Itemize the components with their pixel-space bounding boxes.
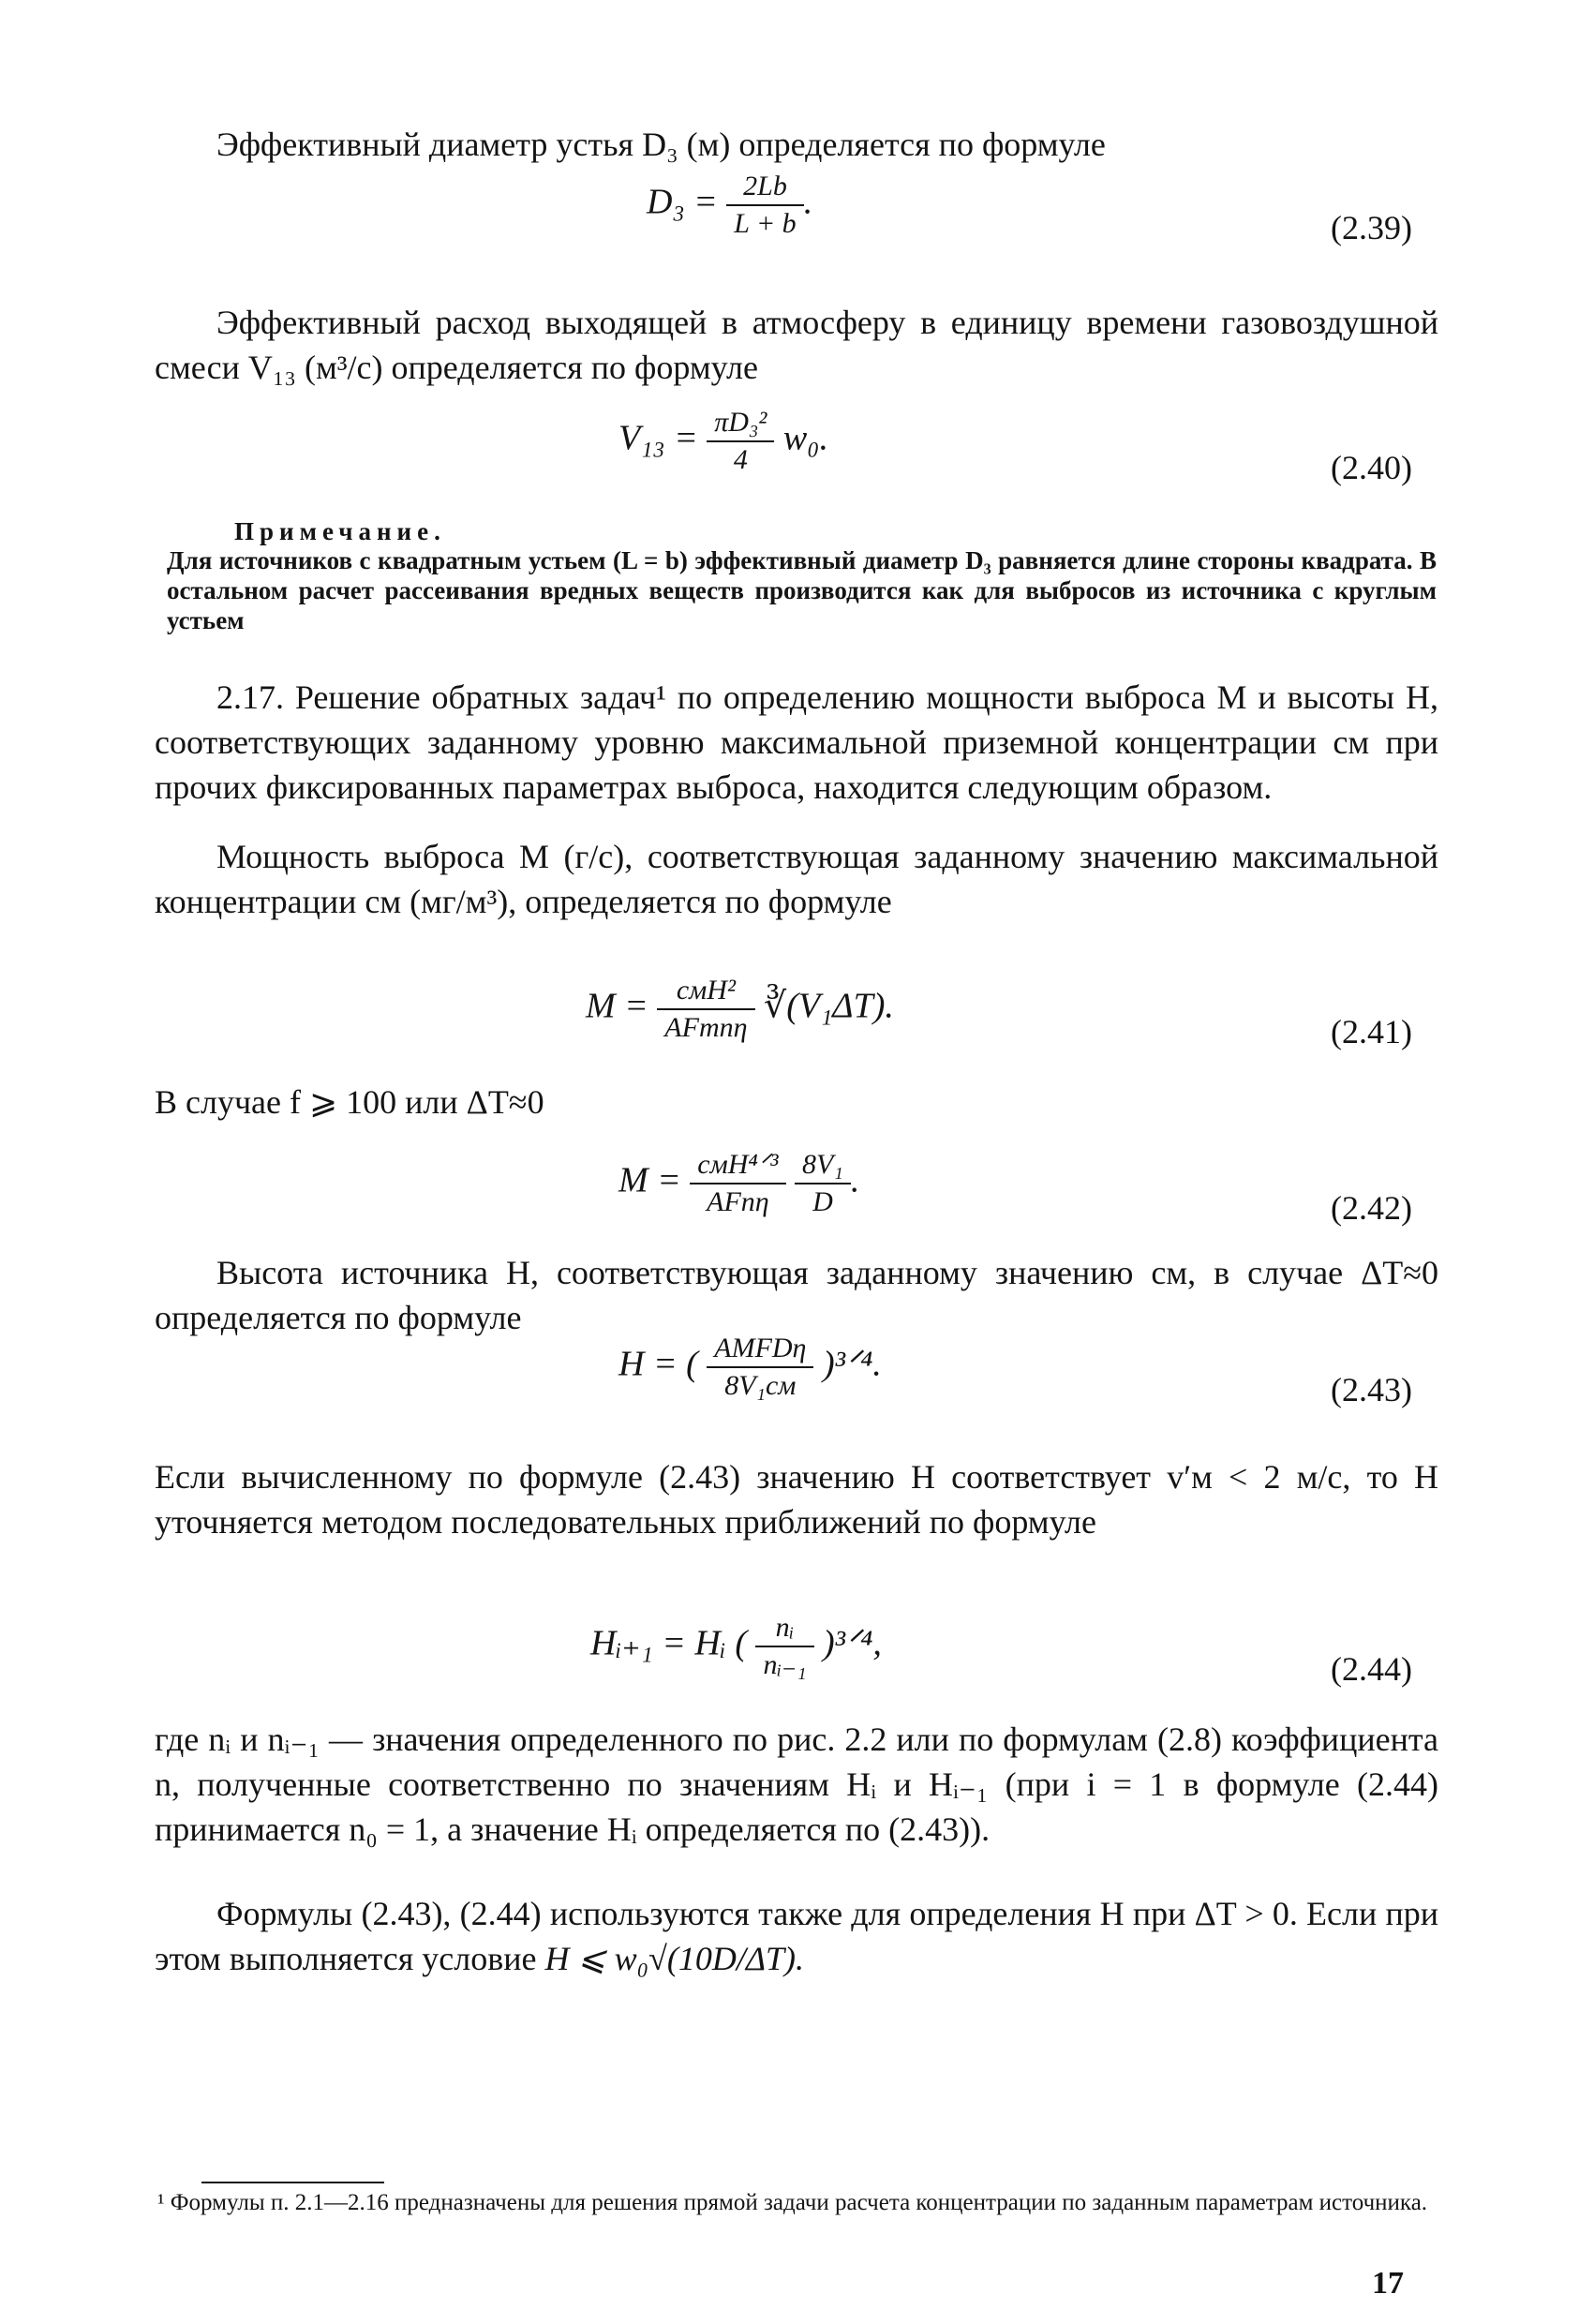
equation-number-2-40: (2.40): [1331, 449, 1412, 486]
paragraph-2-17: 2.17. Решение обратных задач¹ по определению мощности выброса M и высоты H, соответствующих заданному уровню максимальной приземной концентрации cм при прочих фиксированных параметрах выброса, находится следующим образом.: [155, 678, 1438, 806]
formula-2-44: Hᵢ₊₁ = Hᵢ ( $\frac{\text{nᵢ}}{\text{nᵢ₋₁}}$ )³ᐟ⁴,: [590, 1612, 882, 1680]
paragraph-source-height: Высота источника H, соответствующая заданному значению cм, в случае ΔT≈0 определяется по формуле: [155, 1254, 1438, 1336]
paragraph-emission-power: Мощность выброса M (г/с), соответствующая заданному значению максимальной концентрации cм (мг/м³), определяется по формуле: [155, 838, 1438, 920]
formula-2-41: M = $\frac{\text{cмH²}}{\text{AFmnη}}$ ∛(V₁ΔT).: [586, 975, 894, 1043]
page-number: 17: [1372, 2266, 1404, 2301]
note-heading: Примечание.: [234, 517, 446, 545]
paragraph-case-f: В случае f ⩾ 100 или ΔT≈0: [155, 1083, 544, 1121]
paragraph-effective-diameter: Эффективный диаметр устья D₃ (м) определяется по формуле: [216, 126, 1106, 163]
equation-number-2-41: (2.41): [1331, 1013, 1412, 1050]
paragraph-iteration: Если вычисленному по формуле (2.43) значению H соответствует v′м < 2 м/с, то H уточняется методом последовательных приближений по формуле: [155, 1458, 1438, 1541]
paragraph-effective-flow: Эффективный расход выходящей в атмосферу в единицу времени газовоздушной смеси V₁₃ (м³/с) определяется по формуле: [155, 304, 1438, 386]
formula-2-42: M = $\frac{\text{cмH⁴ᐟ³}}{\text{AFnη}}$ $\frac{\text{8V₁}}{D}$ .: [618, 1149, 860, 1217]
formula-2-43: H = ( $\frac{\text{AMFDη}}{\text{8V₁cм}}$ )³ᐟ⁴.: [618, 1333, 882, 1401]
footnote-divider: [201, 2182, 384, 2183]
paragraph-where: где nᵢ и nᵢ₋₁ — значения определенного по рис. 2.2 или по формулам (2.8) коэффициента n, полученные соответственно по значениям Hᵢ и Hᵢ₋₁ (при i = 1 в формуле (2.44) принимается n₀ = 1, а значение Hᵢ определяется по (2.43)).: [155, 1721, 1438, 1848]
paragraph-formulas-usage: Формулы (2.43), (2.44) используются также для определения H при ΔT > 0. Если при этом выполняется условие H ⩽ w₀√(10D/ΔT).: [155, 1895, 1438, 1977]
equation-number-2-42: (2.42): [1331, 1189, 1412, 1227]
equation-number-2-39: (2.39): [1331, 209, 1412, 246]
footnote: ¹ Формулы п. 2.1—2.16 предназначены для решения прямой задачи расчета концентрации по заданным параметрам источника.: [157, 2190, 1428, 2215]
formula-2-40: V₁₃ = $\frac{\text{πD₃²}}{4}$ w₀.: [618, 407, 828, 475]
condition-formula: H ⩽ w₀√(10D/ΔT).: [544, 1940, 805, 1977]
equation-number-2-44: (2.44): [1331, 1650, 1412, 1688]
note-text: Для источников с квадратным устьем (L = b) эффективный диаметр D₃ равняется длине стороны квадрата. В остальном расчет рассеивания вредных веществ производится как для выбросов из источника с круглым устьем: [167, 546, 1437, 634]
equation-number-2-43: (2.43): [1331, 1371, 1412, 1408]
formula-2-39: D₃ = $\frac{2Lb}{L + b}$ .: [647, 171, 813, 239]
